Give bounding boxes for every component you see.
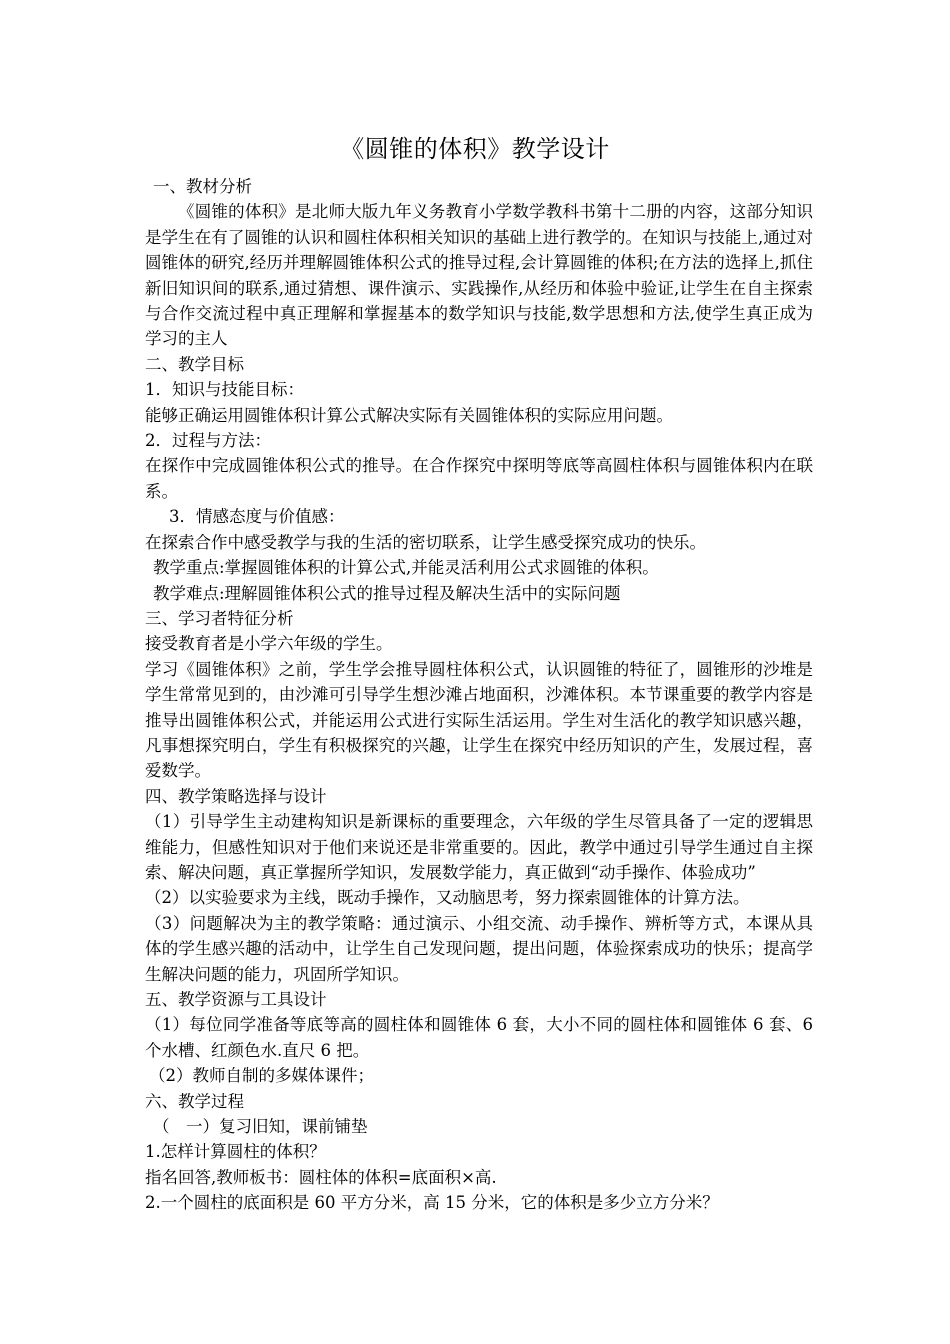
- paragraph-difficulty: 教学难点:理解圆锥体积公式的推导过程及解决生活中的实际问题: [153, 583, 621, 603]
- paragraph-answer-1: 指名回答,教师板书：圆柱体的体积=底面积×高.: [145, 1167, 497, 1187]
- paragraph-resources-2: （2）教师自制的多媒体课件；: [149, 1066, 374, 1086]
- paragraph-emotion-values: 在探索合作中感受教学与我的生活的密切联系，让学生感受探究成功的快乐。: [145, 532, 706, 552]
- subheading-knowledge-skills: 1．知识与技能目标：: [145, 380, 304, 400]
- section-heading-resources: 五、教学资源与工具设计: [145, 990, 327, 1009]
- subheading-emotion-values: 3．情感态度与价值感：: [169, 507, 345, 527]
- paragraph-strategy-3: （3）问题解决为主的教学策略：通过演示、小组交流、动手操作、辨析等方式，本课从具体的学生感兴趣的活动中，让学生自己发现问题，提出问题，体验探索成功的快乐；提高学生解决问题的能力，巩固所学知识。: [145, 913, 813, 984]
- document-body: [145, 174, 813, 1216]
- subheading-process-method: 2．过程与方法：: [145, 431, 271, 451]
- paragraph-textbook-analysis: 《圆锥的体积》是北师大版九年义务教育小学数学教科书第十二册的内容，这部分知识是学生在有了圆锥的认识和圆柱体积相关知识的基础上进行教学的。在知识与技能上,通过对圆锥体的研究,经历并理解圆锥体积公式的推导过程,会计算圆锥的体积;在方法的选择上,抓住新旧知识间的联系,通过猜想、课件演示、实践操作,从经历和体验中验证,让学生在自主探索与合作交流过程中真正理解和掌握基本的数学知识与技能,数学思想和方法,使学生真正成为学习的主人: [145, 202, 813, 349]
- section-heading-teaching-goals: 二、教学目标: [145, 354, 244, 374]
- paragraph-key-point: 教学重点:掌握圆锥体积的计算公式,并能灵活利用公式求圆锥的体积。: [153, 558, 659, 578]
- section-heading-textbook-analysis: 一、教材分析: [153, 177, 252, 196]
- paragraph-question-1: 1.怎样计算圆柱的体积？: [145, 1142, 326, 1162]
- section-heading-teaching-process: 六、教学过程: [145, 1091, 244, 1111]
- paragraph-resources-1: （1）每位同学准备等底等高的圆柱体和圆锥体 6 套，大小不同的圆柱体和圆锥体 6 套、6 个水槽、红颜色水.直尺 6 把。: [145, 1015, 813, 1060]
- paragraph-strategy-2: （2）以实验要求为主线，既动手操作，又动脑思考，努力探索圆锥体的计算方法。: [145, 888, 750, 908]
- paragraph-learner-grade: 接受教育者是小学六年级的学生。: [145, 634, 393, 654]
- document-title: 《圆锥的体积》教学设计: [340, 135, 610, 163]
- paragraph-process-method: 在探作中完成圆锥体积公式的推导。在合作探究中探明等底等高圆柱体积与圆锥体积内在联系。: [145, 456, 813, 501]
- section-heading-learner-analysis: 三、学习者特征分析: [145, 608, 294, 628]
- paragraph-strategy-1: （1）引导学生主动建构知识是新课标的重要理念，六年级的学生尽管具备了一定的逻辑思维能力，但感性知识对于他们来说还是非常重要的。因此，教学中通过引导学生通过自主探索、解决问题，真正掌握所学知识，发展数学能力，真正做到“动手操作、体验成功”: [145, 812, 813, 882]
- subheading-review: （ 一）复习旧知，课前铺垫: [153, 1117, 368, 1137]
- paragraph-learner-features: 学习《圆锥体积》之前，学生学会推导圆柱体积公式，认识圆锥的特征了，圆锥形的沙堆是学生常常见到的，由沙滩可引导学生想沙滩占地面积，沙滩体积。本节课重要的教学内容是推导出圆锥体积公式，并能运用公式进行实际生活运用。学生对生活化的教学知识感兴趣，凡事想探究明白，学生有积极探究的兴趣，让学生在探究中经历知识的产生，发展过程，喜爱数学。: [145, 659, 813, 781]
- section-heading-strategy: 四、教学策略选择与设计: [145, 786, 327, 806]
- paragraph-knowledge-skills: 能够正确运用圆锥体积计算公式解决实际有关圆锥体积的实际应用问题。: [145, 405, 673, 425]
- paragraph-question-2: 2.一个圆柱的底面积是 60 平方分米，高 15 分米，它的体积是多少立方分米？: [145, 1193, 719, 1213]
